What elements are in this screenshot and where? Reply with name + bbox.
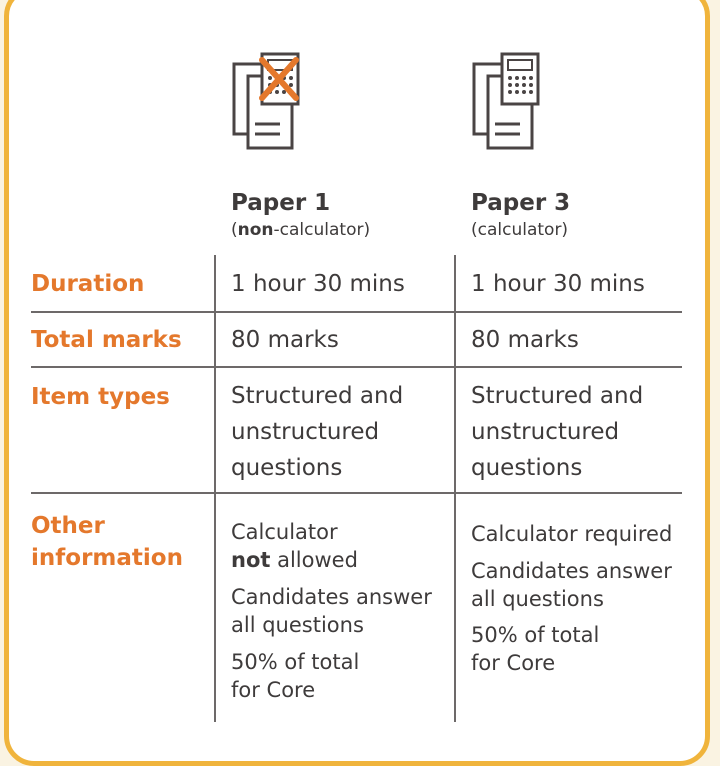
column-divider-2: [454, 255, 456, 722]
row-divider: [31, 492, 682, 494]
non-calculator-icon: [228, 50, 308, 150]
other-information-label: Other information: [31, 513, 183, 571]
row-divider: [31, 366, 682, 368]
paper3-weight-note: 50% of total for Core: [471, 623, 600, 675]
paper1-duration: 1 hour 30 mins: [231, 271, 405, 297]
item-types-label: Item types: [31, 384, 170, 410]
paper1-candidates-note: Candidates answer all questions: [231, 585, 432, 637]
paper1-title: Paper 1: [231, 190, 331, 216]
paper3-subtitle: (calculator): [471, 220, 569, 240]
duration-label: Duration: [31, 271, 145, 297]
paper1-item-types: Structured and unstructured questions: [231, 383, 404, 481]
paper3-item-types: Structured and unstructured questions: [471, 383, 644, 481]
paper3-marks: 80 marks: [471, 327, 579, 353]
paper3-duration: 1 hour 30 mins: [471, 271, 645, 297]
paper3-title: Paper 3: [471, 190, 571, 216]
paper1-weight-note: 50% of total for Core: [231, 650, 360, 702]
paper1-marks: 80 marks: [231, 327, 339, 353]
column-divider-1: [214, 255, 216, 722]
paper3-calculator-note: Calculator required: [471, 522, 673, 546]
calculator-icon: [468, 50, 548, 150]
paper3-candidates-note: Candidates answer all questions: [471, 559, 672, 611]
paper1-calculator-note: Calculator not allowed: [231, 520, 358, 572]
total-marks-label: Total marks: [31, 327, 182, 353]
row-divider: [31, 311, 682, 313]
paper1-subtitle: (non-calculator): [231, 220, 371, 240]
